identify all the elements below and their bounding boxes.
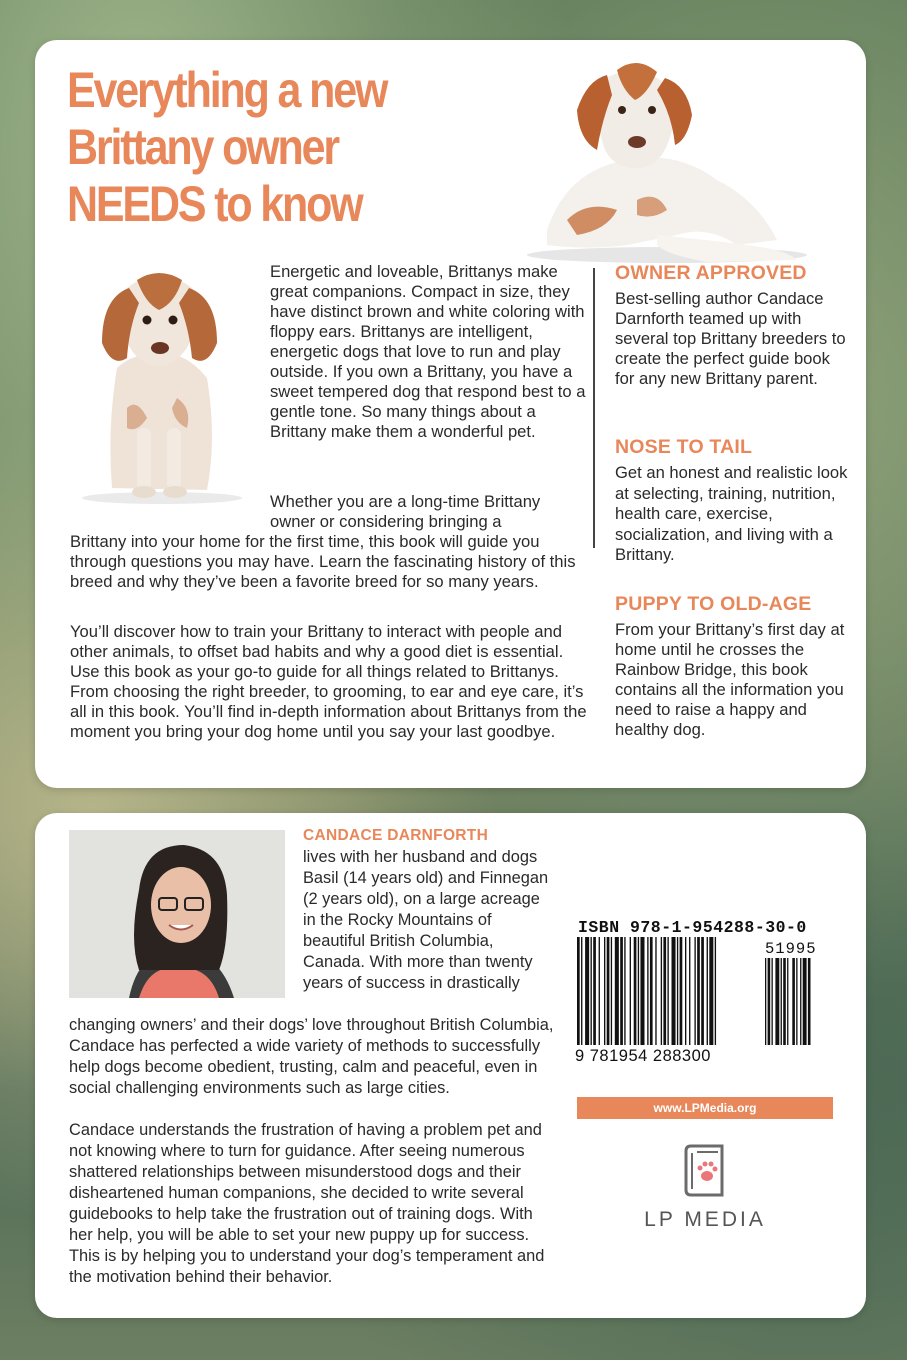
publisher-website[interactable]: www.LPMedia.org: [577, 1097, 833, 1119]
intro-paragraph-2-start: Whether you are a long-time Brittany owner or considering bringing a: [270, 492, 541, 531]
section-text-puppy-to-old-age: From your Brittany’s first day at home until he crosses the Rainbow Bridge, this book contains all the information you need to raise a happy and healthy dog.: [615, 620, 845, 739]
author-bio-paragraph-1: lives with her husband and dogs Basil (14 years old) and Finnegan (2 years old), on a large acreage in the Rocky Mountains of beautiful British Columbia, Canada. With more than twenty years of success in drastically: [303, 848, 549, 992]
intro-paragraph-3: You’ll discover how to train your Brittany to interact with people and other animals, to offset bad habits and why a good diet is essential. Use this book as your go-to guide for all things related to Brittanys. From choosing the right breeder, to grooming, to ear and eye care, it’s all in this book. You’ll find in-depth information about Brittanys from the moment you bring your dog home until you say your last goodbye.: [70, 622, 587, 741]
section-heading-puppy-to-old-age: PUPPY TO OLD-AGE: [615, 593, 812, 615]
headline: [67, 62, 445, 233]
intro-paragraph-2-end: Brittany into your home for the first time, this book will guide you through questions you may have. Learn the fascinating history of this breed and why they’ve been a favorite breed for so many years.: [70, 532, 576, 591]
price-code: 51995: [765, 940, 817, 958]
column-divider: [593, 268, 595, 548]
author-name: CANDACE DARNFORTH: [303, 827, 489, 844]
description-panel: [35, 40, 866, 788]
author-panel: [35, 813, 866, 1318]
section-heading-owner-approved: OWNER APPROVED: [615, 262, 807, 284]
lying-dog-image: [507, 50, 817, 270]
author-photo: [69, 830, 285, 998]
author-bio-paragraph-2: changing owners’ and their dogs’ love throughout British Columbia, Candace has perfected a wide variety of methods to successfully help dogs become obedient, trusting, calm and peaceful, even in social challenging environments such as large cities.: [69, 1016, 554, 1097]
author-bio-paragraph-3: Candace understands the frustration of having a problem pet and not knowing where to turn for guidance. After seeing numerous shattered relationships between misunderstood dogs and their disheartened human companions, she decided to write several guidebooks to help take the frustration out of training dogs. With her help, you will be able to set your new puppy up for success. This is by helping you to understand your dog’s temperament and the motivation behind their behavior.: [69, 1121, 545, 1286]
headline-line-1: Everything a new: [67, 62, 387, 118]
barcode-digits: 9 781954 288300: [575, 1047, 711, 1065]
book-paw-logo-icon: [680, 1143, 728, 1201]
headline-line-2: Brittany owner: [67, 119, 338, 175]
section-text-owner-approved: Best-selling author Candace Darnforth teamed up with several top Brittany breeders to create the perfect guide book for any new Brittany parent.: [615, 289, 846, 388]
isbn-label: ISBN 978-1-954288-30-0: [578, 918, 807, 937]
headline-line-3: NEEDS to know: [67, 176, 362, 232]
section-text-nose-to-tail: Get an honest and realistic look at selecting, training, nutrition, health care, exercise, socialization, and living with a Brittany.: [615, 463, 848, 564]
sitting-puppy-image: [67, 258, 252, 508]
publisher-wordmark: LP MEDIA: [644, 1208, 766, 1231]
section-heading-nose-to-tail: NOSE TO TAIL: [615, 436, 753, 458]
intro-paragraph-1: Energetic and loveable, Brittanys make great companions. Compact in size, they have distinct brown and white coloring with floppy ears. Brittanys are intelligent, energetic dogs that love to run and play outside. If you own a Brittany, you have a sweet tempered dog that respond best to a gentle tone. So many things about a Brittany make them a wonderful pet.: [270, 262, 586, 441]
